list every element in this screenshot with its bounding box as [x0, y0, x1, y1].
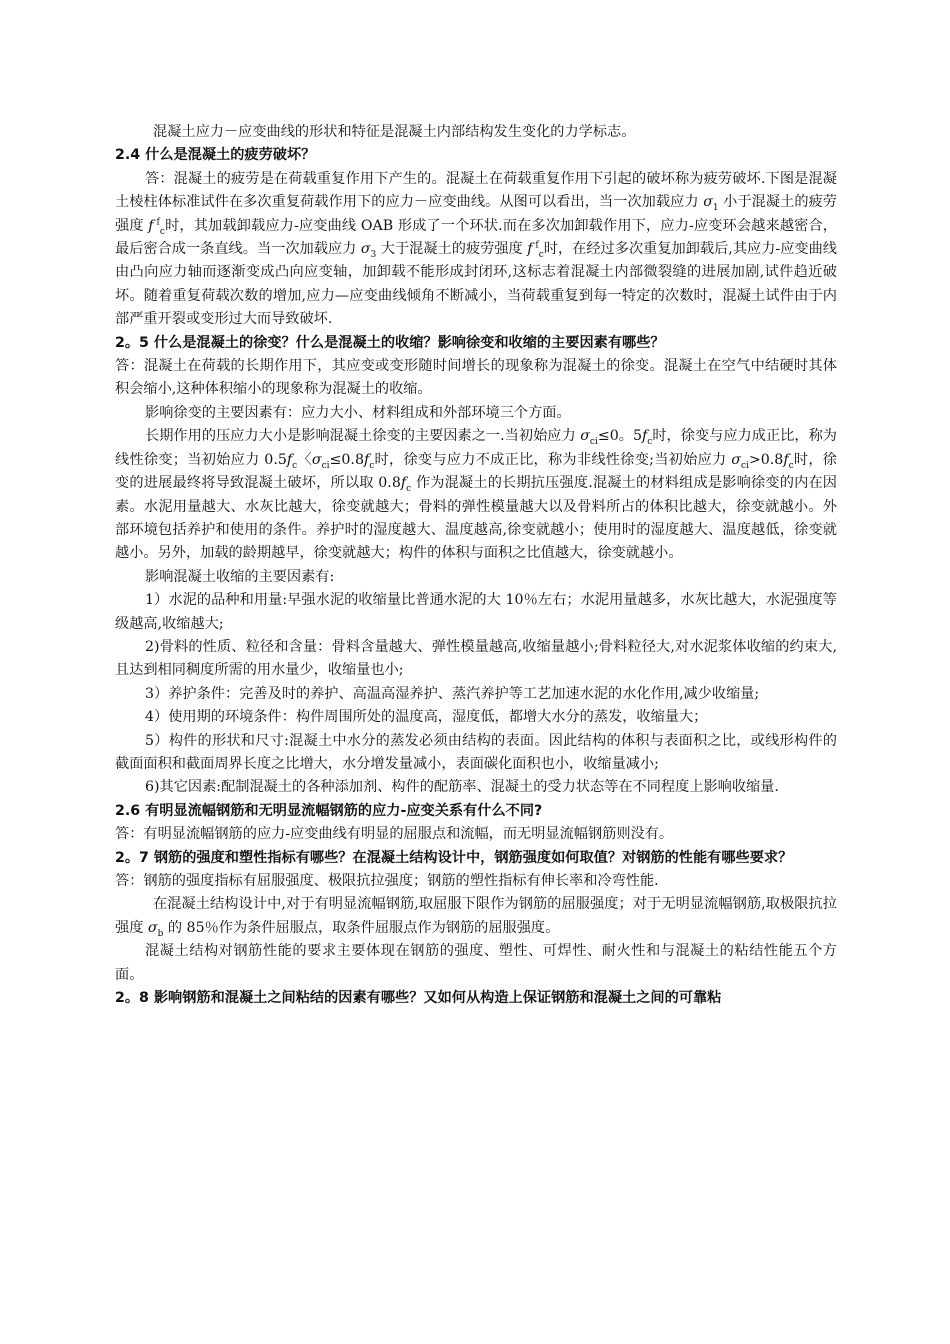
answer-2-6: 答：有明显流幅钢筋的应力-应变曲线有明显的屈服点和流幅，而无明显流幅钢筋则没有。 [115, 826, 674, 843]
list-item: 4）使用期的环境条件：构件周围所处的温度高，湿度低，都增大水分的蒸发，收缩量大； [145, 709, 708, 726]
heading-2-4: 2.4 什么是混凝土的疲劳破坏？ [115, 147, 316, 164]
steel-requirements-paragraph: 混凝土结构对钢筋性能的要求主要体现在钢筋的强度、塑性、可焊性、耐火性和与混凝土的粘结性能五个方面。 [115, 943, 837, 983]
list-item: 3）养护条件：完善及时的养护、高温高湿养护、蒸汽养护等工艺加速水泥的水化作用,减少收缩量; [145, 685, 760, 702]
creep-factors-intro: 影响徐变的主要因素有：应力大小、材料组成和外部环境三个方面。 [145, 404, 571, 421]
shrink-factors-intro: 影响混凝土收缩的主要因素有: [145, 568, 335, 585]
list-item: 1）水泥的品种和用量:早强水泥的收缩量比普通水泥的大 10％左右；水泥用量越多，水灰比越大，水泥强度等级越高,收缩越大; [115, 592, 837, 632]
list-item: 2)骨料的性质、粒径和含量：骨料含量越大、弹性模量越高,收缩量越小;骨料粒径大,对水泥浆体收缩的约束大,且达到相同稠度所需的用水量少，收缩量也小; [115, 638, 837, 679]
list-item: 6)其它因素:配制混凝土的各种添加剂、构件的配筋率、混凝土的受力状态等在不同程度上影响收缩量. [145, 779, 779, 796]
heading-2-6: 2.6 有明显流幅钢筋和无明显流幅钢筋的应力-应变关系有什么不同? [115, 802, 543, 819]
answer-2-5: 答：混凝土在荷载的长期作用下，其应变或变形随时间增长的现象称为混凝土的徐变。混凝土在空气中结硬时其体积会缩小,这种体积缩小的现象称为混凝土的收缩。 [115, 358, 837, 398]
intro-paragraph: 混凝土应力－应变曲线的形状和特征是混凝土内部结构发生变化的力学标志。 [153, 124, 636, 140]
heading-2-5: 2。5 什么是混凝土的徐变？什么是混凝土的收缩？影响徐变和收缩的主要因素有哪些？ [115, 334, 665, 351]
list-item: 5）构件的形状和尺寸:混凝土中水分的蒸发必须由结构的表面。因此结构的体积与表面积之比，或线形构件的截面面积和截面周界长度之比增大，水分增发量减小，表面碳化面积也小，收缩量减小; [115, 732, 837, 772]
heading-2-7: 2。7 钢筋的强度和塑性指标有哪些？在混凝土结构设计中，钢筋强度如何取值？对钢筋的性能有哪些要求？ [115, 849, 793, 866]
steel-strength-paragraph: 在混凝土结构设计中,对于有明显流幅钢筋,取屈服下限作为钢筋的屈服强度；对于无明显流幅钢筋,取极限抗拉强度 $\sigma_b$ 的 85％作为条件屈服点，取条件屈服点作为钢筋的屈服强度。 [115, 896, 837, 939]
heading-2-8: 2。8 影响钢筋和混凝土之间粘结的因素有哪些？又如何从构造上保证钢筋和混凝土之间的可靠粘 [115, 990, 722, 1007]
answer-2-7: 答：钢筋的强度指标有屈服强度、极限抗拉强度；钢筋的塑性指标有伸长率和冷弯性能. [115, 873, 659, 889]
document-page [115, 121, 837, 1010]
creep-stress-paragraph: 长期作用的压应力大小是影响混凝土徐变的主要因素之一.当初始应力 $\sigma_{ci}\le 0$。$5f_c$时，徐变与应力成正比，称为线性徐变；当初始应力 $0.5f_c$〈$\sigma_{ci}\le 0.8f_c$时，徐变与应力不成正比，称为非线性徐变;当初始应力 $\sigma_{ci}>0.8f_c$时，徐变的进展最终将导致混凝土破坏，所以取 $0.8f_c$ 作为混凝土的长期抗压强度.混凝土的材料组成是影响徐变的内在因素。水泥用量越大、水灰比越大，徐变就越大；骨料的弹性模量越大以及骨料所占的体积比越大，徐变就越小。外部环境包括养护和使用的条件。养护时的湿度越大、温度越高,徐变就越小；使用时的湿度越大、温度越低，徐变就越小。另外，加载的龄期越早，徐变就越大；构件的体积与面积之比值越大，徐变就越小。 [115, 428, 837, 562]
answer-2-4: 答：混凝土的疲劳是在荷载重复作用下产生的。混凝土在荷载重复作用下引起的破坏称为疲劳破坏.下图是混凝土棱柱体标准试件在多次重复荷载作用下的应力－应变曲线。从图可以看出，当一次加载应力 $\sigma_1$ 小于混凝土的疲劳强度 f $^f_c$时，其加载卸载应力-应变曲线 OAB 形成了一个环状.而在多次加卸载作用下，应力-应变环会越来越密合，最后密合成一条直线。当一次加载应力 $\sigma_3$ 大于混凝土的疲劳强度 f $^f_c$时，在经过多次重复加卸载后,其应力-应变曲线由凸向应力轴而逐渐变成凸向应变轴，加卸载不能形成封闭环,这标志着混凝土内部微裂缝的进展加剧,试件趋近破坏。随着重复荷载次数的增加,应力—应变曲线倾角不断减小，当荷载重复到每一特定的次数时，混凝土试件由于内部严重开裂或变形过大而导致破坏. [115, 170, 837, 328]
